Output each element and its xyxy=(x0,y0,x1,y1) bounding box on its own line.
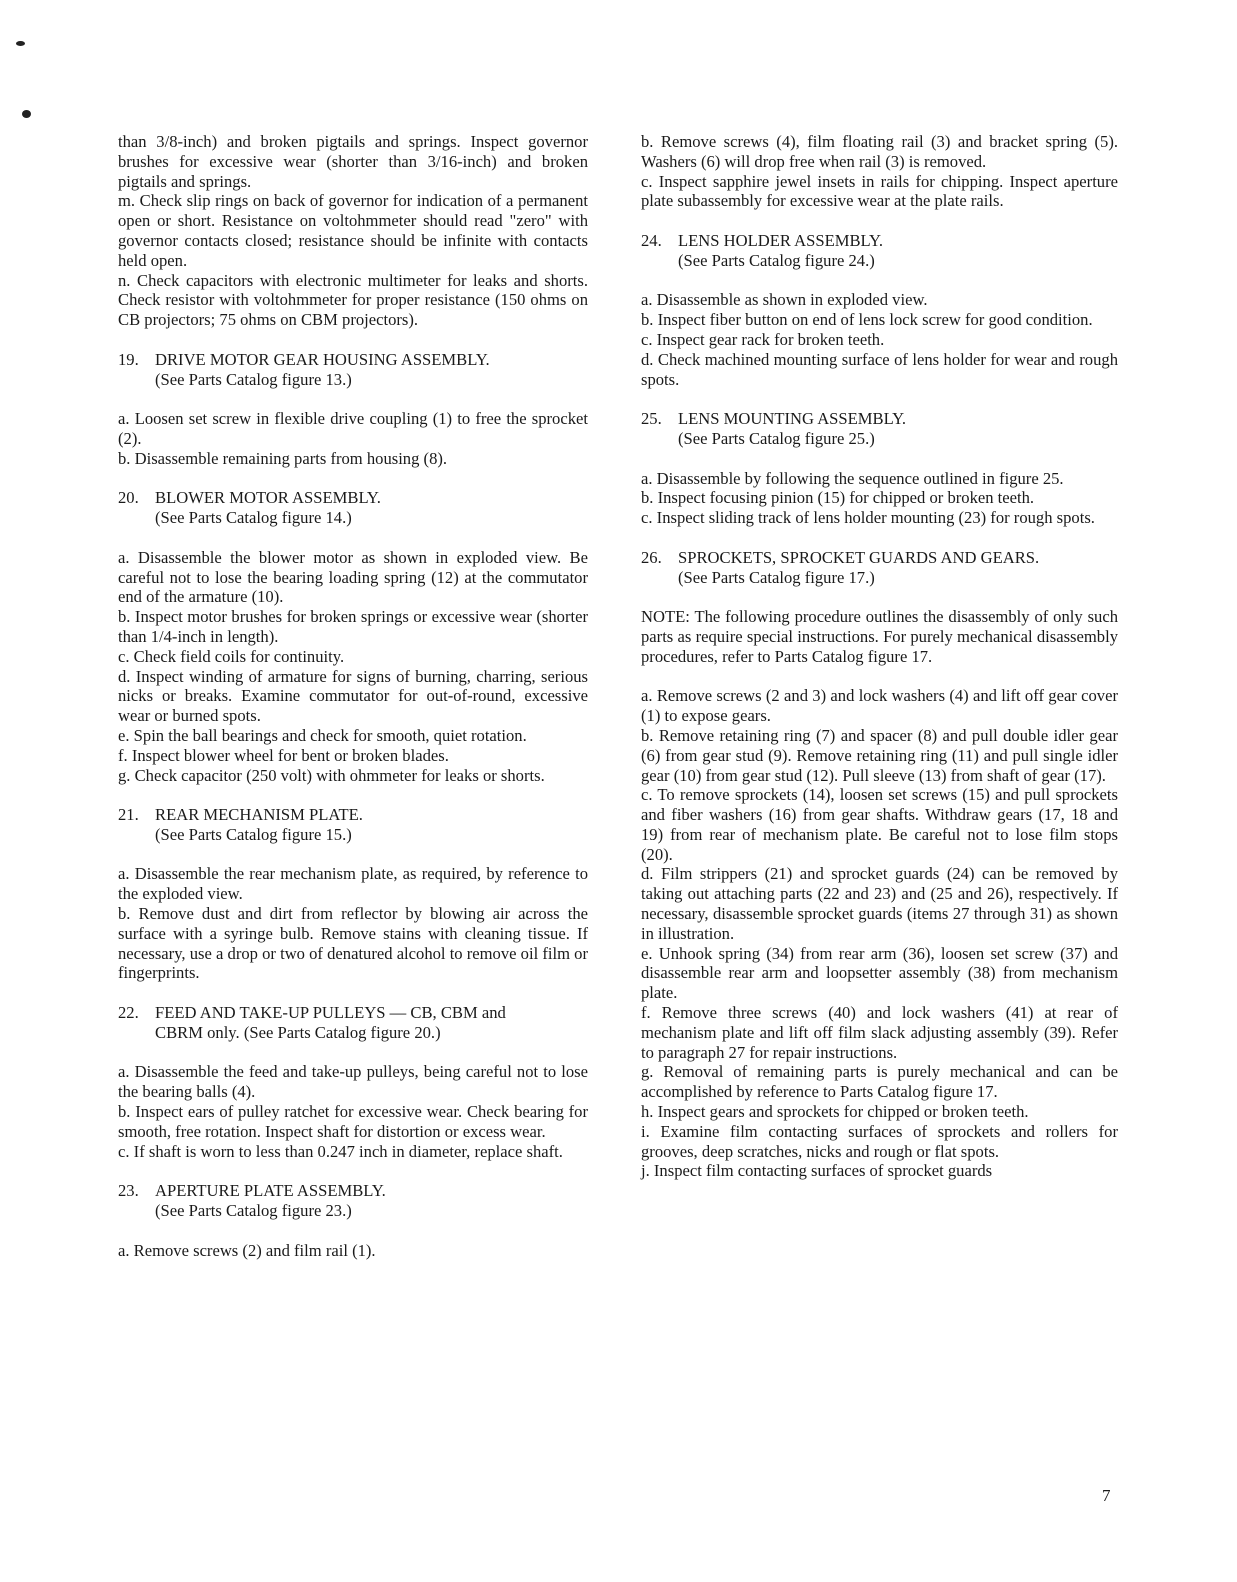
section-number: 21. xyxy=(118,805,139,825)
section-number: 19. xyxy=(118,349,139,369)
paragraph: c. To remove sprockets (14), loosen set screws (15) and pull sprockets and fiber washers (16) from gear shafts. Withdraw gears (17, 18 and 19) from rear of mechanism plate. Be careful not to lose film stops (20). xyxy=(641,785,1118,864)
section-title: APERTURE PLATE ASSEMBLY. xyxy=(155,1181,386,1201)
section-reference: (See Parts Catalog figure 23.) xyxy=(155,1201,352,1221)
section-reference: (See Parts Catalog figure 17.) xyxy=(678,567,875,587)
scan-mark xyxy=(22,110,31,118)
paragraph: c. If shaft is worn to less than 0.247 inch in diameter, replace shaft. xyxy=(118,1141,563,1161)
section-heading xyxy=(118,1003,588,1043)
section-heading-row xyxy=(118,350,588,370)
section-title: FEED AND TAKE-UP PULLEYS — CB, CBM and xyxy=(155,1003,506,1023)
paragraph: a. Disassemble the rear mechanism plate, as required, by reference to the exploded view. xyxy=(118,864,588,904)
section-heading-row xyxy=(118,488,588,508)
section-title: REAR MECHANISM PLATE. xyxy=(155,805,363,825)
section-heading xyxy=(641,231,1118,271)
right-column xyxy=(641,132,1118,1181)
paragraph: a. Loosen set screw in flexible drive coupling (1) to free the sprocket (2). xyxy=(118,409,588,448)
paragraph: g. Removal of remaining parts is purely mechanical and can be accomplished by reference to Parts Catalog figure 17. xyxy=(641,1062,1118,1102)
section-heading-row xyxy=(118,1181,588,1201)
section-title: LENS HOLDER ASSEMBLY. xyxy=(678,230,884,250)
note-paragraph: NOTE: The following procedure outlines the disassembly of only such parts as require special instructions. For purely mechanical disassembly procedures, refer to Parts Catalog figure 17. xyxy=(641,607,1118,666)
section-reference: (See Parts Catalog figure 24.) xyxy=(678,250,875,270)
scan-mark xyxy=(16,41,25,46)
paragraph: d. Check machined mounting surface of lens holder for wear and rough spots. xyxy=(641,349,1118,389)
section-reference: (See Parts Catalog figure 25.) xyxy=(678,428,875,448)
section-heading xyxy=(641,409,1118,449)
paragraph: f. Inspect blower wheel for bent or broken blades. xyxy=(118,745,449,765)
section-reference: (See Parts Catalog figure 14.) xyxy=(155,508,352,528)
paragraph: b. Inspect focusing pinion (15) for chipped or broken teeth. xyxy=(641,488,1035,508)
paragraph: j. Inspect film contacting surfaces of sprocket guards xyxy=(641,1161,993,1181)
section-reference: (See Parts Catalog figure 15.) xyxy=(155,824,352,844)
section-number: 20. xyxy=(118,488,139,508)
section-heading-row xyxy=(118,805,588,825)
paragraph: b. Remove retaining ring (7) and spacer (8) and pull double idler gear (6) from gear stud (9). Remove retaining ring (11) and pull single idler gear (10) from gear stud (12). Pull sleeve (13) from shaft of gear (17). xyxy=(641,725,1118,785)
section-heading xyxy=(118,488,588,528)
paragraph: h. Inspect gears and sprockets for chipped or broken teeth. xyxy=(641,1102,1029,1122)
section-heading-row xyxy=(641,231,1118,251)
paragraph: a. Disassemble the feed and take-up pulleys, being careful not to lose the bearing balls (4). xyxy=(118,1062,588,1102)
section-title: DRIVE MOTOR GEAR HOUSING ASSEMBLY. xyxy=(155,349,490,369)
paragraph: a. Remove screws (2 and 3) and lock washers (4) and lift off gear cover (1) to expose gears. xyxy=(641,686,1118,726)
paragraph: c. Inspect sapphire jewel insets in rails for chipping. Inspect aperture plate subassembly for excessive wear at the plate rails. xyxy=(641,171,1118,211)
paragraph: n. Check capacitors with electronic multimeter for leaks and shorts. Check resistor with voltohmmeter for proper resistance (150 ohms on CB projectors; 75 ohms on CBM projectors). xyxy=(118,270,588,330)
paragraph: b. Inspect motor brushes for broken springs or excessive wear (shorter than 1/4-inch in length). xyxy=(118,607,588,646)
paragraph: a. Disassemble as shown in exploded view. xyxy=(641,290,928,310)
page-number: 7 xyxy=(1102,1486,1111,1505)
left-column xyxy=(118,132,588,1260)
paragraph: d. Inspect winding of armature for signs of burning, charring, serious nicks or breaks. Examine commutator for out-of-round, excessive wear or burned spots. xyxy=(118,666,588,726)
paragraph: c. Check field coils for continuity. xyxy=(118,646,345,666)
paragraph: i. Examine film contacting surfaces of sprockets and rollers for grooves, deep scratches, nicks and rough or flat spots. xyxy=(641,1121,1118,1161)
paragraph: f. Remove three screws (40) and lock washers (41) at rear of mechanism plate and lift off film slack adjusting assembly (39). Refer to paragraph 27 for repair instructions. xyxy=(641,1003,1118,1062)
paragraph: b. Remove screws (4), film floating rail (3) and bracket spring (5). Washers (6) will drop free when rail (3) is removed. xyxy=(641,132,1118,171)
paragraph: b. Remove dust and dirt from reflector by blowing air across the surface with a syringe bulb. Remove stains with cleaning tissue. If necessary, use a drop or two of denatured alcohol to remove oil film or fingerprints. xyxy=(118,904,588,983)
section-number: 24. xyxy=(641,230,662,250)
paragraph: d. Film strippers (21) and sprocket guards (24) can be removed by taking out attaching parts (22 and 23) and (25 and 26), respectively. If necessary, disassemble sprocket guards (items 27 through 31) as shown in illustration. xyxy=(641,864,1118,943)
paragraph: than 3/8-inch) and broken pigtails and springs. Inspect governor brushes for excessive wear (shorter than 3/16-inch) and broken pigtails and springs. xyxy=(118,132,588,191)
section-number: 26. xyxy=(641,547,662,567)
section-number: 25. xyxy=(641,409,662,429)
section-number: 22. xyxy=(118,1003,139,1023)
section-heading xyxy=(118,805,588,845)
section-reference: (See Parts Catalog figure 13.) xyxy=(155,369,352,389)
paragraph: a. Remove screws (2) and film rail (1). xyxy=(118,1240,376,1260)
paragraph: b. Disassemble remaining parts from housing (8). xyxy=(118,448,448,468)
paragraph: e. Spin the ball bearings and check for smooth, quiet rotation. xyxy=(118,725,527,745)
section-heading xyxy=(118,350,588,390)
paragraph: e. Unhook spring (34) from rear arm (36), loosen set screw (37) and disassemble rear arm and loopsetter assembly (38) from mechanism plate. xyxy=(641,943,1118,1003)
paragraph: a. Disassemble the blower motor as shown in exploded view. Be careful not to lose the bearing loading spring (12) at the commutator end of the armature (10). xyxy=(118,547,588,607)
section-heading-row xyxy=(641,548,1118,568)
section-title: LENS MOUNTING ASSEMBLY. xyxy=(678,409,907,429)
section-heading xyxy=(641,548,1118,588)
paragraph: b. Inspect fiber button on end of lens lock screw for good condition. xyxy=(641,310,1093,330)
paragraph: c. Inspect gear rack for broken teeth. xyxy=(641,329,885,349)
section-title: BLOWER MOTOR ASSEMBLY. xyxy=(155,488,381,508)
section-heading-row xyxy=(118,1003,588,1023)
section-heading xyxy=(118,1181,588,1221)
paragraph: g. Check capacitor (250 volt) with ohmmeter for leaks or shorts. xyxy=(118,765,545,785)
section-number: 23. xyxy=(118,1181,139,1201)
paragraph: m. Check slip rings on back of governor for indication of a permanent open or short. Resistance on voltohmmeter should read "zero" with governor contacts closed; resistance should be infinite with contacts held open. xyxy=(118,191,588,270)
section-heading-row xyxy=(641,409,1118,429)
section-reference: CBRM only. (See Parts Catalog figure 20.) xyxy=(155,1022,441,1042)
paragraph: c. Inspect sliding track of lens holder mounting (23) for rough spots. xyxy=(641,508,1095,528)
paragraph: a. Disassemble by following the sequence outlined in figure 25. xyxy=(641,468,1064,488)
paragraph: b. Inspect ears of pulley ratchet for excessive wear. Check bearing for smooth, free rotation. Inspect shaft for distortion or excess wear. xyxy=(118,1102,588,1141)
section-title: SPROCKETS, SPROCKET GUARDS AND GEARS. xyxy=(678,547,1040,567)
